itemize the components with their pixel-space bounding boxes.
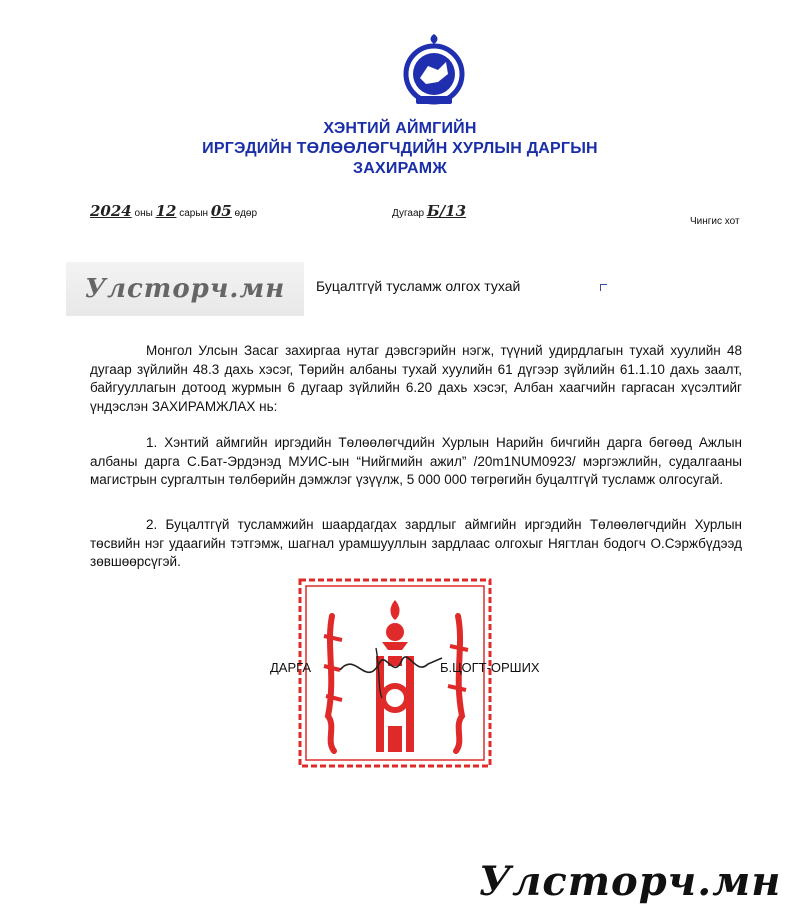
corner-mark — [600, 284, 607, 291]
header-line-2: ИРГЭДИЙН ТӨЛӨӨЛӨГЧДИЙН ХУРЛЫН ДАРГЫН — [202, 140, 598, 157]
subject-title: Буцалтгүй тусламж олгох тухай — [316, 278, 521, 294]
date-month: 12 — [155, 202, 177, 220]
body-intro: Монгол Улсын Засаг захиргаа нутаг дэвсгэрийн нэгж, түүний удирдлагын тухай хуулийн 48 дугаар зүйлийн 48.3 дахь хэсэг, Төрийн албаны тухай хуулийн 61 дүгээр зүйлийн 61.1.10 дахь заалт, байгууллагын дотоод журмын 6 дугаар зүйлийн 6.20 дахь хэсэг, Албан хаагчийн гаргасан хүсэлтийг үндэслэн ЗАХИРАМЖЛАХ нь: — [90, 343, 742, 414]
date-year-suffix: оны — [134, 208, 153, 219]
watermark-logo-small — [66, 262, 304, 316]
watermark-logo-large — [470, 852, 790, 910]
body-item-1: 1. Хэнтий аймгийн иргэдийн Төлөөлөгчдийн Хурлын Нарийн бичгийн дарга бөгөөд Ажлын албаны дарга С.Бат-Эрдэнэд МУИС-ын “Нийгмийн ажил” /20m1NUM0923/ мэргэжлийн, судалгааны магистрын сургалтын төлбөрийн дэмжлэг үзүүлж, 5 000 000 төгрөгийн буцалтгүй тусламж олгосугай. — [90, 435, 742, 487]
state-emblem-icon — [398, 30, 470, 110]
date-day: 05 — [210, 202, 232, 220]
date-day-suffix: өдөр — [234, 208, 258, 219]
number-label: Дугаар — [392, 208, 425, 219]
date-line — [90, 202, 257, 220]
date-month-suffix: сарын — [179, 208, 209, 219]
watermark-text-large: Улсторч.мн — [478, 857, 782, 905]
number-line — [392, 202, 466, 220]
handwritten-signature-icon — [336, 640, 446, 700]
header-line-1: ХЭНТИЙ АЙМГИЙН — [323, 120, 477, 137]
body-item-2: 2. Буцалтгүй тусламжийн шаардагдах зардлыг аймгийн иргэдийн Төлөөлөгчдийн Хурлын төсвийн нэг удаагийн тэтгэмж, шагнал урамшууллын зардлаас олгохыг Нягтлан бодогч О.Сэржбүдээд зөвшөөрсүгэй. — [90, 517, 742, 569]
header-line-3: ЗАХИРАМЖ — [353, 160, 447, 177]
number-value: Б/13 — [426, 202, 467, 220]
watermark-text: Улсторч.мн — [84, 274, 286, 304]
signature-title: ДАРГА — [270, 660, 311, 675]
date-year: 2024 — [90, 202, 132, 220]
place-name: Чингис хот — [690, 216, 740, 227]
signature-name: Б.ЦОГТ-ОРШИХ — [440, 660, 540, 675]
